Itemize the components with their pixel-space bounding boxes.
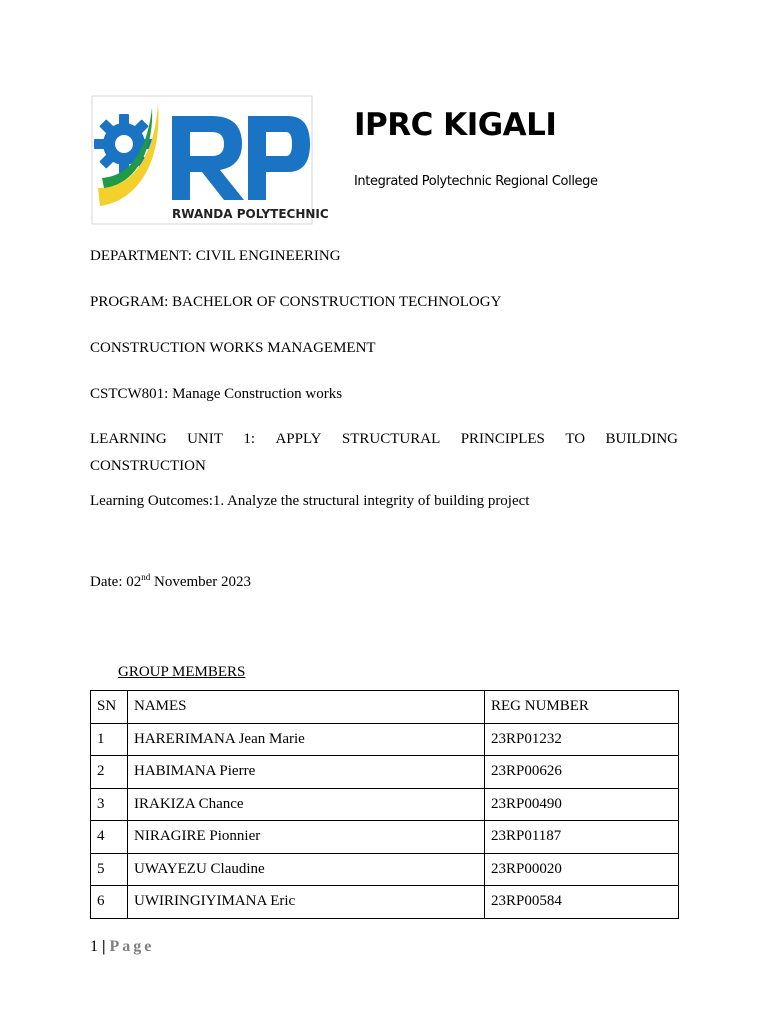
learning-unit-continuation: CONSTRUCTION	[90, 458, 206, 474]
cell-name: IRAKIZA Chance	[128, 788, 485, 821]
learning-outcomes-line: Learning Outcomes:1. Analyze the structural integrity of building project	[90, 493, 530, 509]
date-suffix: November 2023	[150, 574, 252, 590]
module-line: CONSTRUCTION WORKS MANAGEMENT	[90, 340, 376, 356]
page-word: Page	[109, 938, 155, 955]
table-row	[91, 756, 679, 789]
cell-reg-number: 23RP01232	[485, 723, 679, 756]
table-row	[91, 853, 679, 886]
learning-unit-word: BUILDING	[605, 431, 678, 447]
cell-reg-number: 23RP00626	[485, 756, 679, 789]
cell-sn: 5	[91, 853, 128, 886]
cell-sn: 6	[91, 886, 128, 919]
cell-name: UWAYEZU Claudine	[128, 853, 485, 886]
column-header-sn: SN	[91, 691, 128, 724]
college-subtitle: Integrated Polytechnic Regional College	[354, 174, 598, 189]
date-prefix: Date: 02	[90, 574, 142, 590]
date-superscript: nd	[141, 572, 151, 582]
logo-graphic	[92, 96, 329, 224]
college-title: IPRC KIGALI	[354, 107, 557, 143]
learning-unit-word: PRINCIPLES	[460, 431, 545, 447]
department-line: DEPARTMENT: CIVIL ENGINEERING	[90, 248, 341, 264]
learning-unit-line	[90, 430, 678, 448]
page-separator: |	[102, 938, 106, 955]
cell-name: UWIRINGIYIMANA Eric	[128, 886, 485, 919]
program-line: PROGRAM: BACHELOR OF CONSTRUCTION TECHNOLOGY	[90, 294, 502, 310]
rwanda-polytechnic-logo	[92, 96, 329, 224]
learning-unit-word: UNIT	[187, 431, 223, 447]
column-header-reg-number: REG NUMBER	[485, 691, 679, 724]
cell-name: NIRAGIRE Pionnier	[128, 821, 485, 854]
column-header-names: NAMES	[128, 691, 485, 724]
cell-name: HARERIMANA Jean Marie	[128, 723, 485, 756]
learning-unit-word: LEARNING	[90, 431, 167, 447]
page-footer	[90, 937, 154, 957]
learning-unit-word: TO	[565, 431, 586, 447]
learning-unit-word: STRUCTURAL	[341, 431, 441, 447]
cell-reg-number: 23RP00490	[485, 788, 679, 821]
cell-reg-number: 23RP00020	[485, 853, 679, 886]
group-members-table	[90, 690, 679, 919]
learning-unit-word: 1:	[243, 431, 256, 447]
cell-reg-number: 23RP01187	[485, 821, 679, 854]
cell-sn: 2	[91, 756, 128, 789]
cell-reg-number: 23RP00584	[485, 886, 679, 919]
group-members-heading: GROUP MEMBERS	[118, 664, 246, 680]
table-row	[91, 723, 679, 756]
course-line: CSTCW801: Manage Construction works	[90, 386, 343, 402]
table-row	[91, 821, 679, 854]
page-number: 1	[90, 938, 98, 955]
cell-sn: 1	[91, 723, 128, 756]
table-header-row	[91, 691, 679, 724]
table-row	[91, 788, 679, 821]
learning-unit-word: APPLY	[275, 431, 322, 447]
date-line	[90, 573, 251, 591]
table-row	[91, 886, 679, 919]
cell-name: HABIMANA Pierre	[128, 756, 485, 789]
logo-wordmark: RWANDA POLYTECHNIC	[172, 207, 329, 221]
cell-sn: 4	[91, 821, 128, 854]
cell-sn: 3	[91, 788, 128, 821]
